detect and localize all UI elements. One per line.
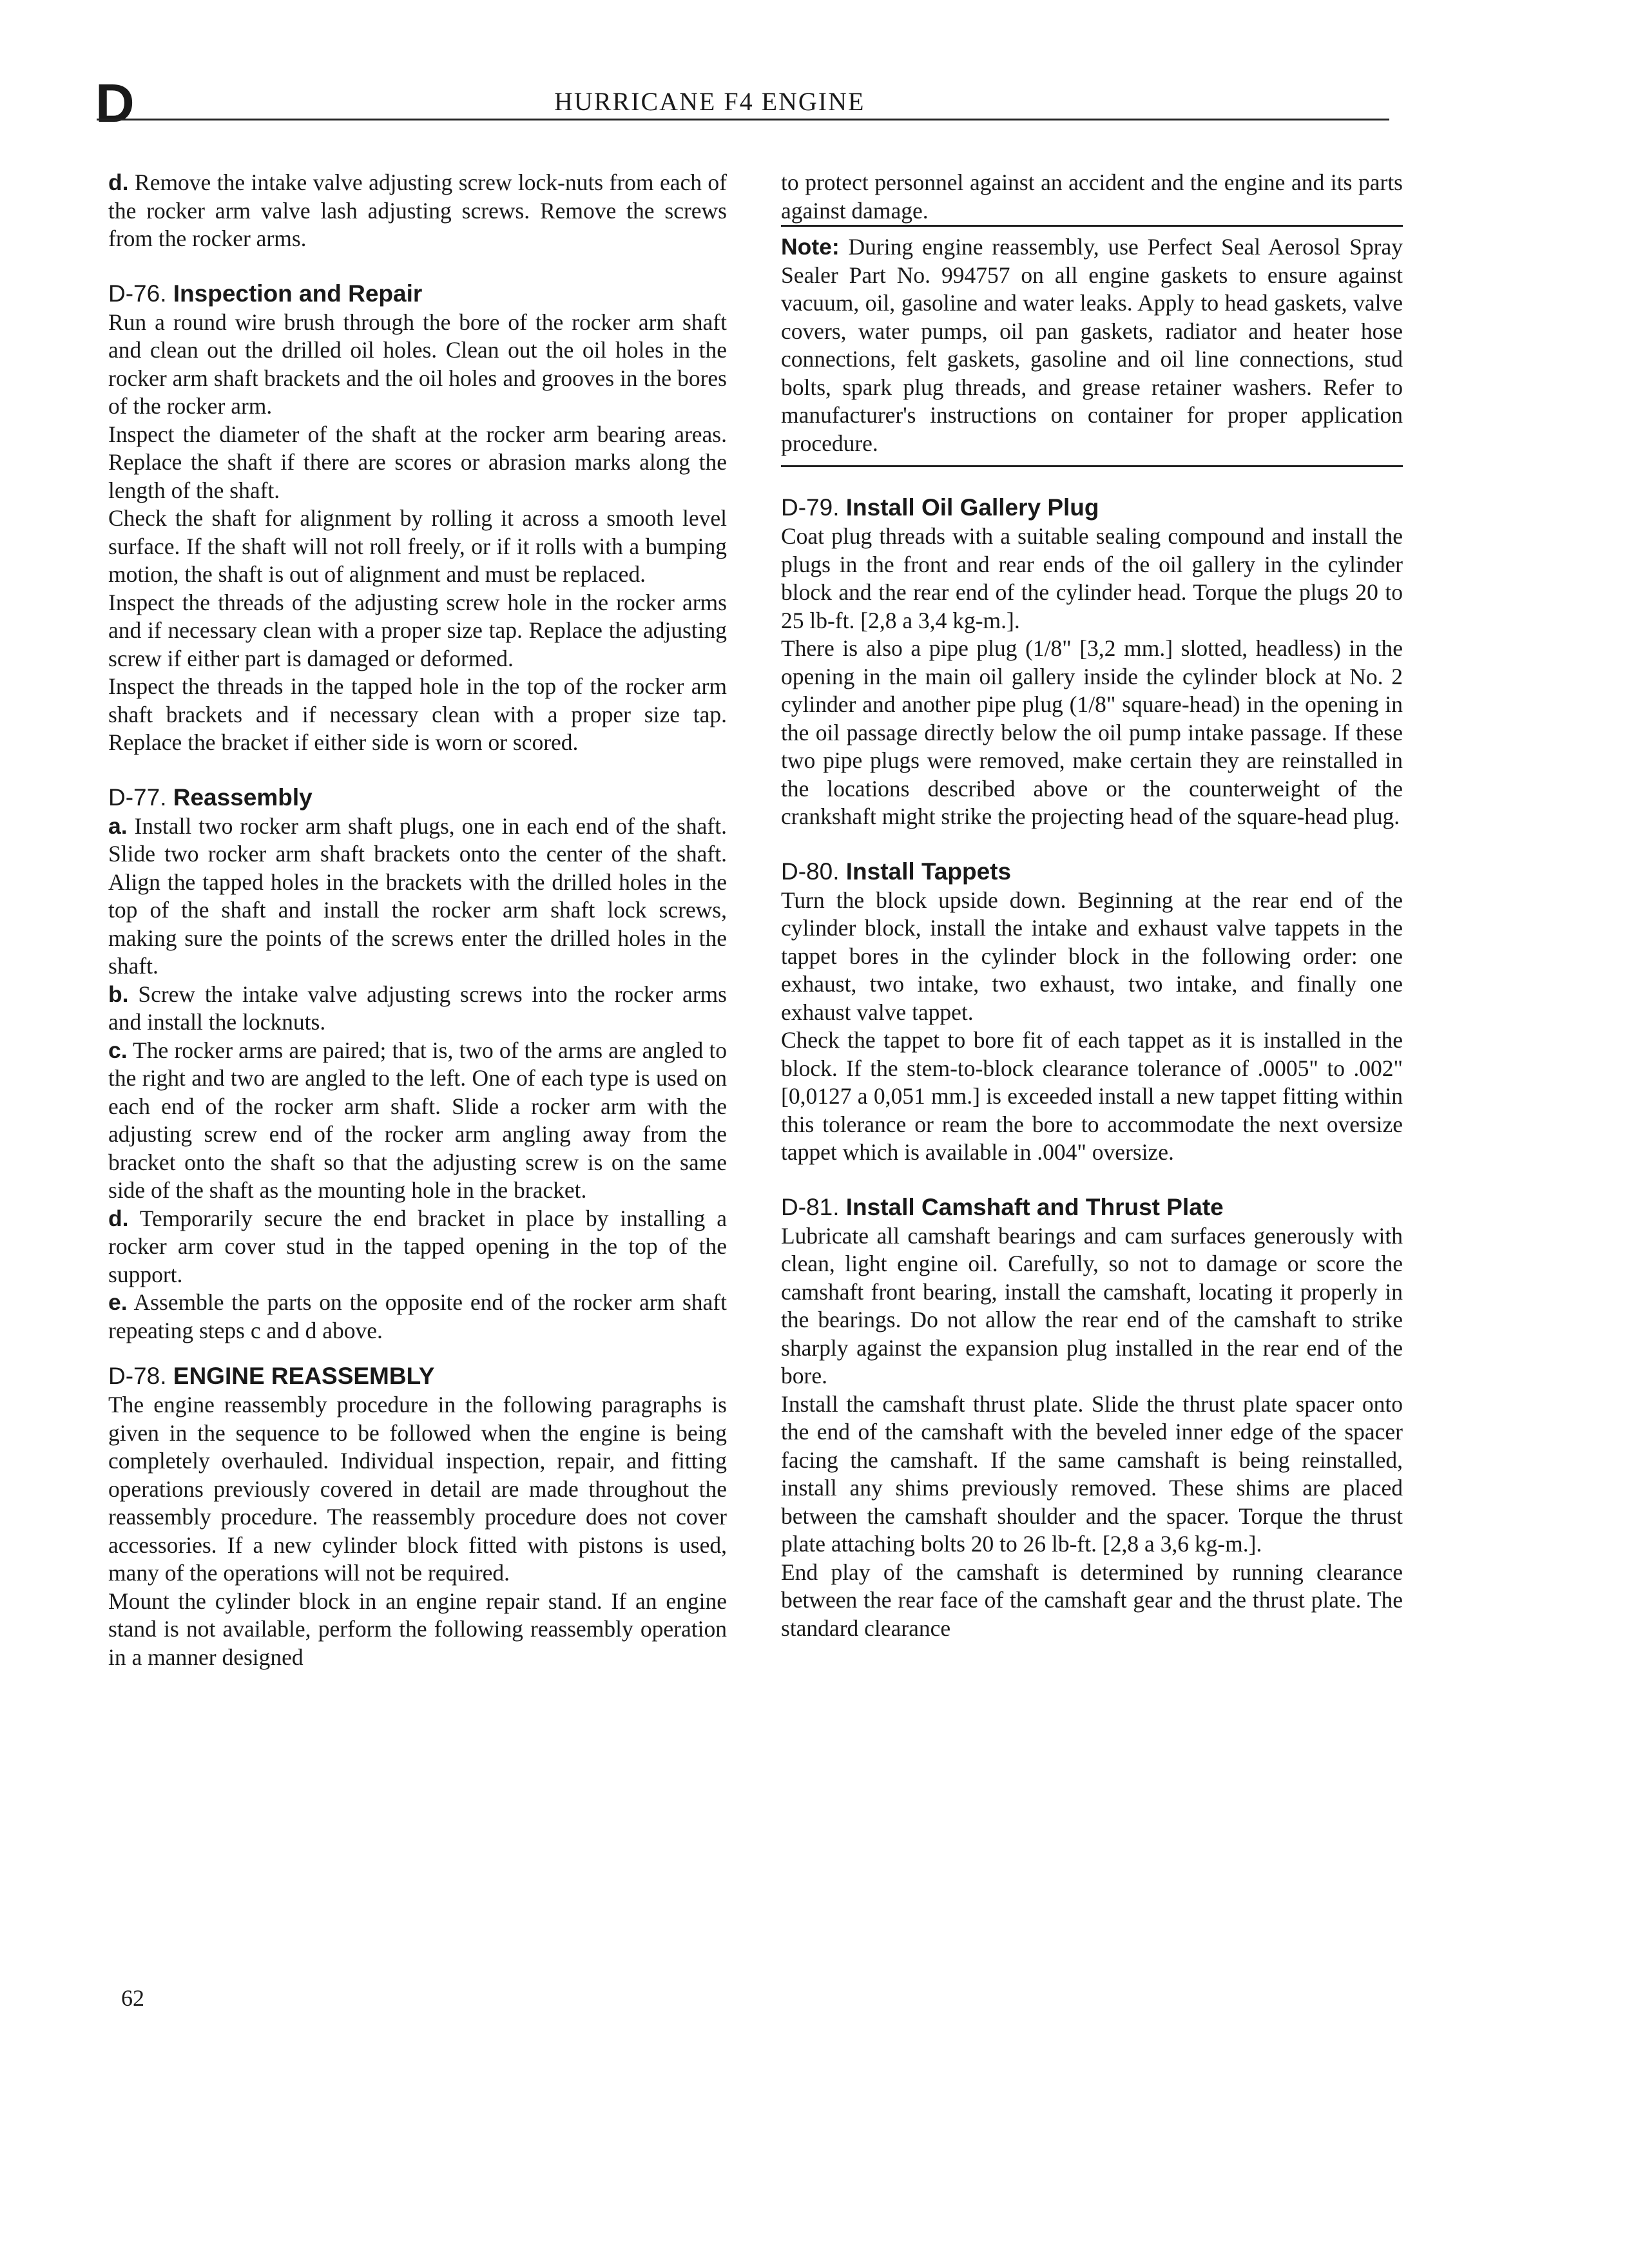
left-column	[108, 169, 727, 1671]
paragraph: Install the camshaft thrust plate. Slide the thrust plate spacer onto the end of the camshaft with the beveled inner edge of the spacer facing the camshaft. If the same camshaft is being reinstalled, install any shims previously removed. These shims are placed between the camshaft shoulder and the spacer. Torque the thrust plate attaching bolts 20 to 26 lb-ft. [2,8 a 3,6 kg-m.].	[781, 1390, 1403, 1557]
step-c: c. The rocker arms are paired; that is, two of the arms are angled to the right and two are angled to the left. One of each type is used on each end of the rocker arm shaft. Slide a rocker arm with the adjusting screw end of the rocker arm angling away from the bracket onto the shaft so that the adjusting screw is on the same side of the shaft as the mounting hole in the bracket.	[108, 1037, 727, 1203]
step-a: a. Install two rocker arm shaft plugs, one in each end of the shaft. Slide two rocker arm shaft brackets onto the center of the shaft. Align the tapped holes in the brackets with the drilled holes in the top of the shaft and install the rocker arm shaft lock screws, making sure the points of the screws enter the drilled holes in the shaft.	[108, 812, 727, 979]
paragraph: Run a round wire brush through the bore of the rocker arm shaft and clean out the drilled oil holes. Clean out the oil holes in the rocker arm shaft brackets and the oil holes and grooves in the bores of the rocker arm.	[108, 309, 727, 419]
note-text: Note: During engine reassembly, use Perfect Seal Aerosol Spray Sealer Part No. 994757 on all engine gaskets to ensure against vacuum, oil, gasoline and water leaks. Apply to head gaskets, valve covers, water pumps, oil pan gaskets, radiator and heater hose connections, felt gaskets, gasoline and oil line connections, stud bolts, spark plug threads, and grease retainer washers. Refer to manufacturer's instructions on container for proper application procedure.	[781, 234, 1403, 456]
paragraph: Check the tappet to bore fit of each tappet as it is installed in the block. If the stem-to-block clearance tolerance of .0005" to .002" [0,0127 a 0,051 mm.] is exceeded install a new tappet fitting within this tolerance or ream the bore to accommodate the next oversize tappet which is available in .004" oversize.	[781, 1027, 1403, 1165]
paragraph: Mount the cylinder block in an engine repair stand. If an engine stand is not available, perform the following reassembly operation in a manner designed	[108, 1588, 727, 1670]
step-e: e. Assemble the parts on the opposite end of the rocker arm shaft repeating steps c and d above.	[108, 1289, 727, 1343]
section-heading-d77: D-77. Reassembly	[108, 783, 313, 811]
running-title: HURRICANE F4 ENGINE	[554, 87, 865, 116]
paragraph: Turn the block upside down. Beginning at the rear end of the cylinder block, install the intake and exhaust valve tappets in the tappet bores in the cylinder block in the following order: one exhaust, two intake, two exhaust, two intake, and finally one exhaust valve tappet.	[781, 887, 1403, 1025]
paragraph-d-intro: d. Remove the intake valve adjusting screw lock-nuts from each of the rocker arm valve lash adjusting screws. Remove the screws from the rocker arms.	[108, 169, 727, 251]
section-heading-d78: D-78. ENGINE REASSEMBLY	[108, 1363, 435, 1389]
right-column	[781, 169, 1403, 1642]
step-b: b. Screw the intake valve adjusting screws into the rocker arms and install the locknuts.	[108, 981, 727, 1035]
section-letter: D	[95, 73, 135, 133]
paragraph: There is also a pipe plug (1/8" [3,2 mm.] slotted, headless) in the opening in the main oil gallery inside the cylinder block at No. 2 cylinder and another pipe plug (1/8" square-head) in the opening in the oil passage directly below the oil pump intake passage. If these two pipe plugs were removed, make certain they are reinstalled in the locations described above or the counterweight of the crankshaft might strike the projecting head of the square-head plug.	[781, 635, 1403, 829]
step-d: d. Temporarily secure the end bracket in place by installing a rocker arm cover stud in the tapped opening in the top of the support.	[108, 1205, 727, 1287]
section-heading-d80: D-80. Install Tappets	[781, 858, 1012, 885]
paragraph: End play of the camshaft is determined by running clearance between the rear face of the camshaft gear and the thrust plate. The standard clearance	[781, 1559, 1403, 1641]
section-heading-d81: D-81. Install Camshaft and Thrust Plate	[781, 1193, 1224, 1220]
paragraph-continuation: to protect personnel against an accident and the engine and its parts against damage.	[781, 169, 1403, 224]
paragraph: Coat plug threads with a suitable sealing compound and install the plugs in the front and rear ends of the oil gallery in the cylinder block and the rear end of the cylinder head. Torque the plugs 20 to 25 lb-ft. [2,8 a 3,4 kg-m.].	[781, 523, 1403, 633]
note-label: Note:	[781, 234, 840, 260]
paragraph: The engine reassembly procedure in the following paragraphs is given in the sequence to be followed when the engine is being completely overhauled. Individual inspection, repair, and fitting operations previously covered in detail are made throughout the reassembly procedure. The reassembly procedure does not cover accessories. If a new cylinder block fitted with pistons is used, many of the operations will not be required.	[108, 1392, 727, 1586]
page-number: 62	[121, 1985, 144, 2011]
section-heading-d76: D-76. Inspection and Repair	[108, 280, 423, 307]
paragraph: Inspect the diameter of the shaft at the rocker arm bearing areas. Replace the shaft if there are scores or abrasion marks along the length of the shaft.	[108, 421, 727, 503]
paragraph: Inspect the threads of the adjusting screw hole in the rocker arms and if necessary clean with a proper size tap. Replace the adjusting screw if either part is damaged or deformed.	[108, 589, 727, 671]
step-letter: d.	[108, 169, 129, 195]
paragraph: Inspect the threads in the tapped hole in the top of the rocker arm shaft brackets and if necessary clean with a proper size tap. Replace the bracket if either side is worn or scored.	[108, 673, 727, 755]
paragraph: Check the shaft for alignment by rolling it across a smooth level surface. If the shaft will not roll freely, or if it rolls with a bumping motion, the shaft is out of alignment and must be replaced.	[108, 505, 727, 587]
paragraph: Lubricate all camshaft bearings and cam surfaces generously with clean, light engine oil. Carefully, so not to damage or score the camshaft front bearing, install the camshaft, locating it properly in the bearings. Do not allow the rear end of the camshaft to strike sharply against the expansion plug installed in the rear end of the bore.	[781, 1222, 1403, 1389]
header-rule	[97, 119, 1389, 120]
note-box	[781, 227, 1403, 465]
section-heading-d79: D-79. Install Oil Gallery Plug	[781, 494, 1099, 521]
